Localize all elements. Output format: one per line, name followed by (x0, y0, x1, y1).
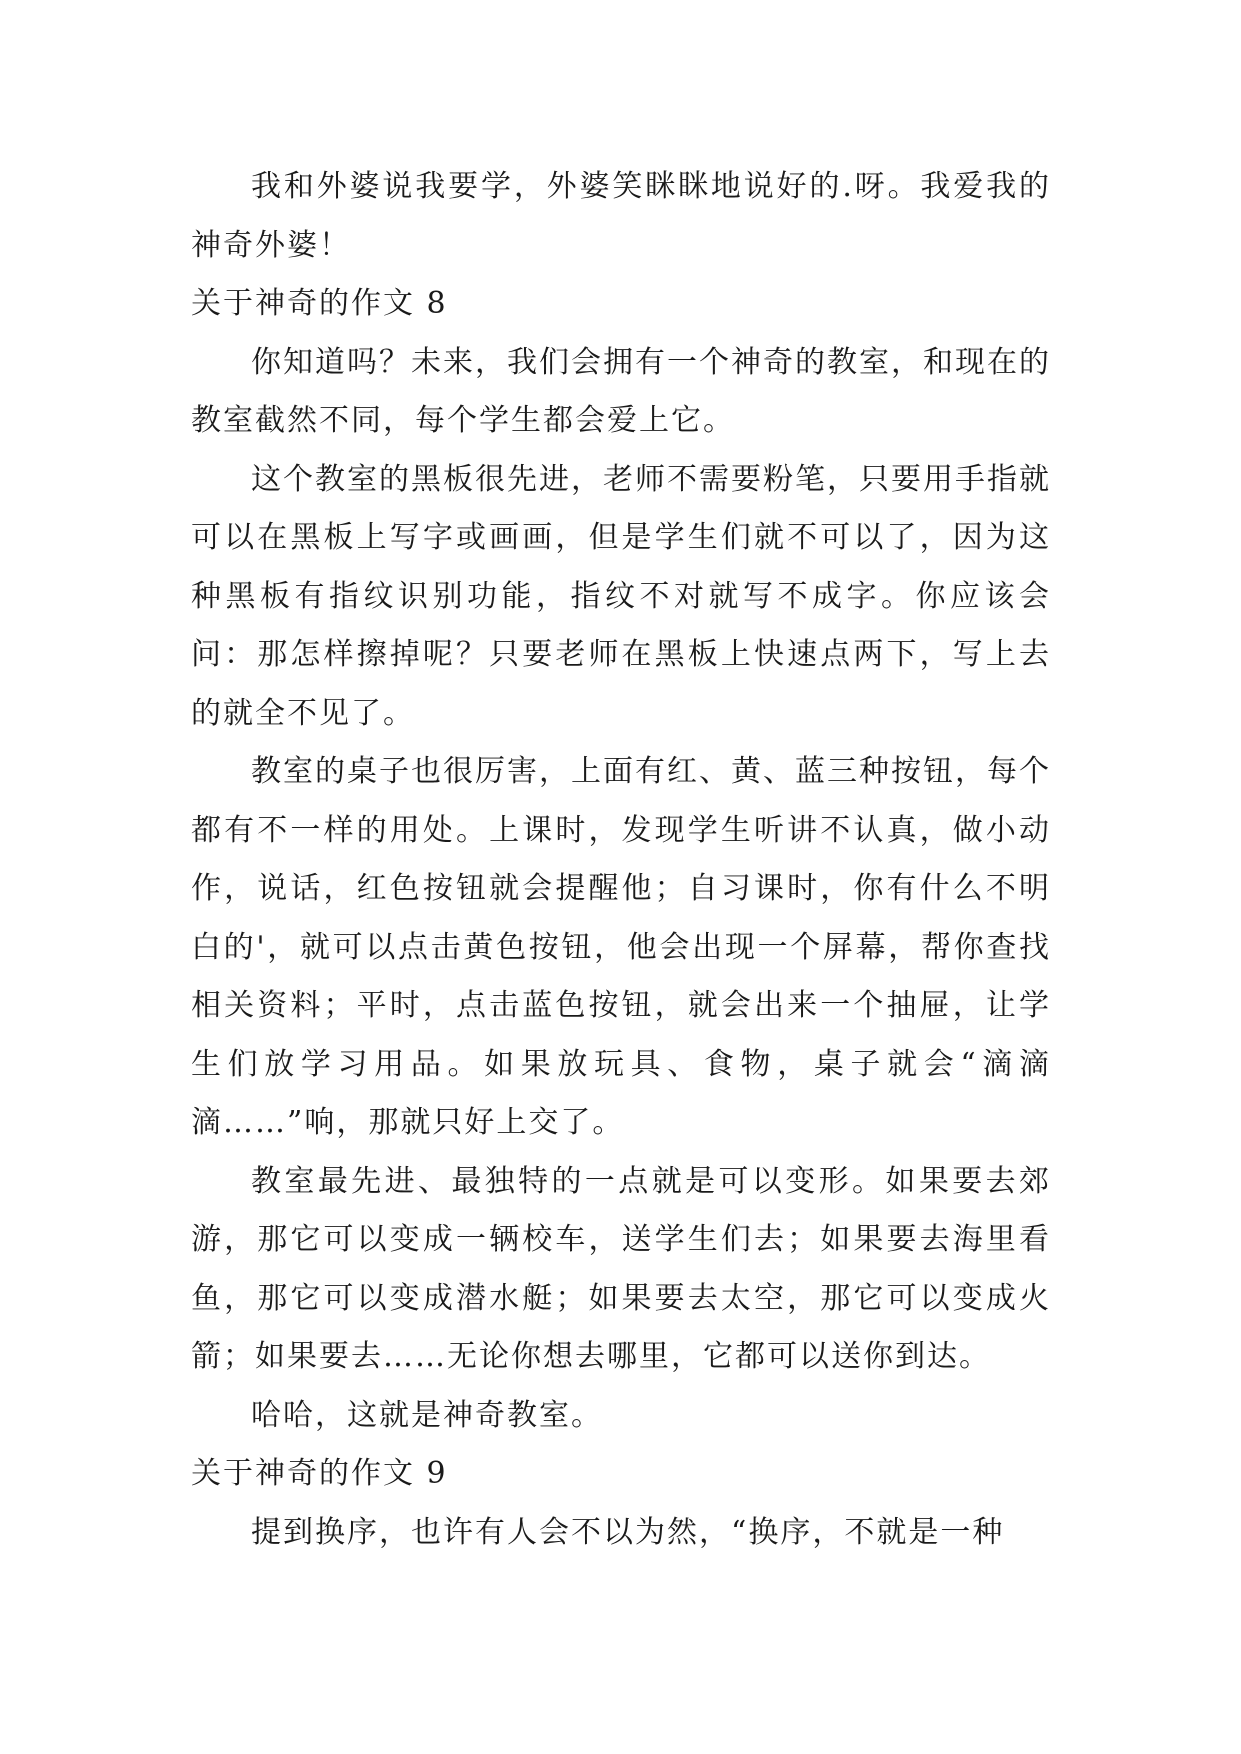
paragraph: 我和外婆说我要学，外婆笑眯眯地说好的.呀。我爱我的神奇外婆！ (191, 169, 1051, 263)
paragraph: 你知道吗？未来，我们会拥有一个神奇的教室，和现在的教室截然不同，每个学生都会爱上它。 (191, 344, 1051, 438)
section-heading: 关于神奇的作文 8 (191, 286, 448, 321)
section-heading: 关于神奇的作文 9 (191, 1456, 448, 1491)
paragraph: 提到换序，也许有人会不以为然，“换序，不就是一种 (251, 1514, 1005, 1550)
paragraph: 教室的桌子也很厉害，上面有红、黄、蓝三种按钮，每个都有不一样的用处。上课时，发现学生听讲不认真，做小动作，说话，红色按钮就会提醒他；自习课时，你有什么不明白的'，就可以点击黄色按钮，他会出现一个屏幕，帮你查找相关资料；平时，点击蓝色按钮，就会出来一个抽屉，让学生们放学习用品。如果放玩具、食物，桌子就会“滴滴滴……”响，那就只好上交了。 (191, 754, 1051, 1140)
document-body (191, 158, 1051, 1562)
paragraph: 这个教室的黑板很先进，老师不需要粉笔，只要用手指就可以在黑板上写字或画画，但是学生们就不可以了，因为这种黑板有指纹识别功能，指纹不对就写不成字。你应该会问：那怎样擦掉呢？只要老师在黑板上快速点两下，写上去的就全不见了。 (191, 461, 1051, 731)
paragraph: 教室最先进、最独特的一点就是可以变形。如果要去郊游，那它可以变成一辆校车，送学生们去；如果要去海里看鱼，那它可以变成潜水艇；如果要去太空，那它可以变成火箭；如果要去……无论你想去哪里，它都可以送你到达。 (191, 1163, 1051, 1374)
paragraph: 哈哈，这就是神奇教室。 (251, 1397, 603, 1433)
